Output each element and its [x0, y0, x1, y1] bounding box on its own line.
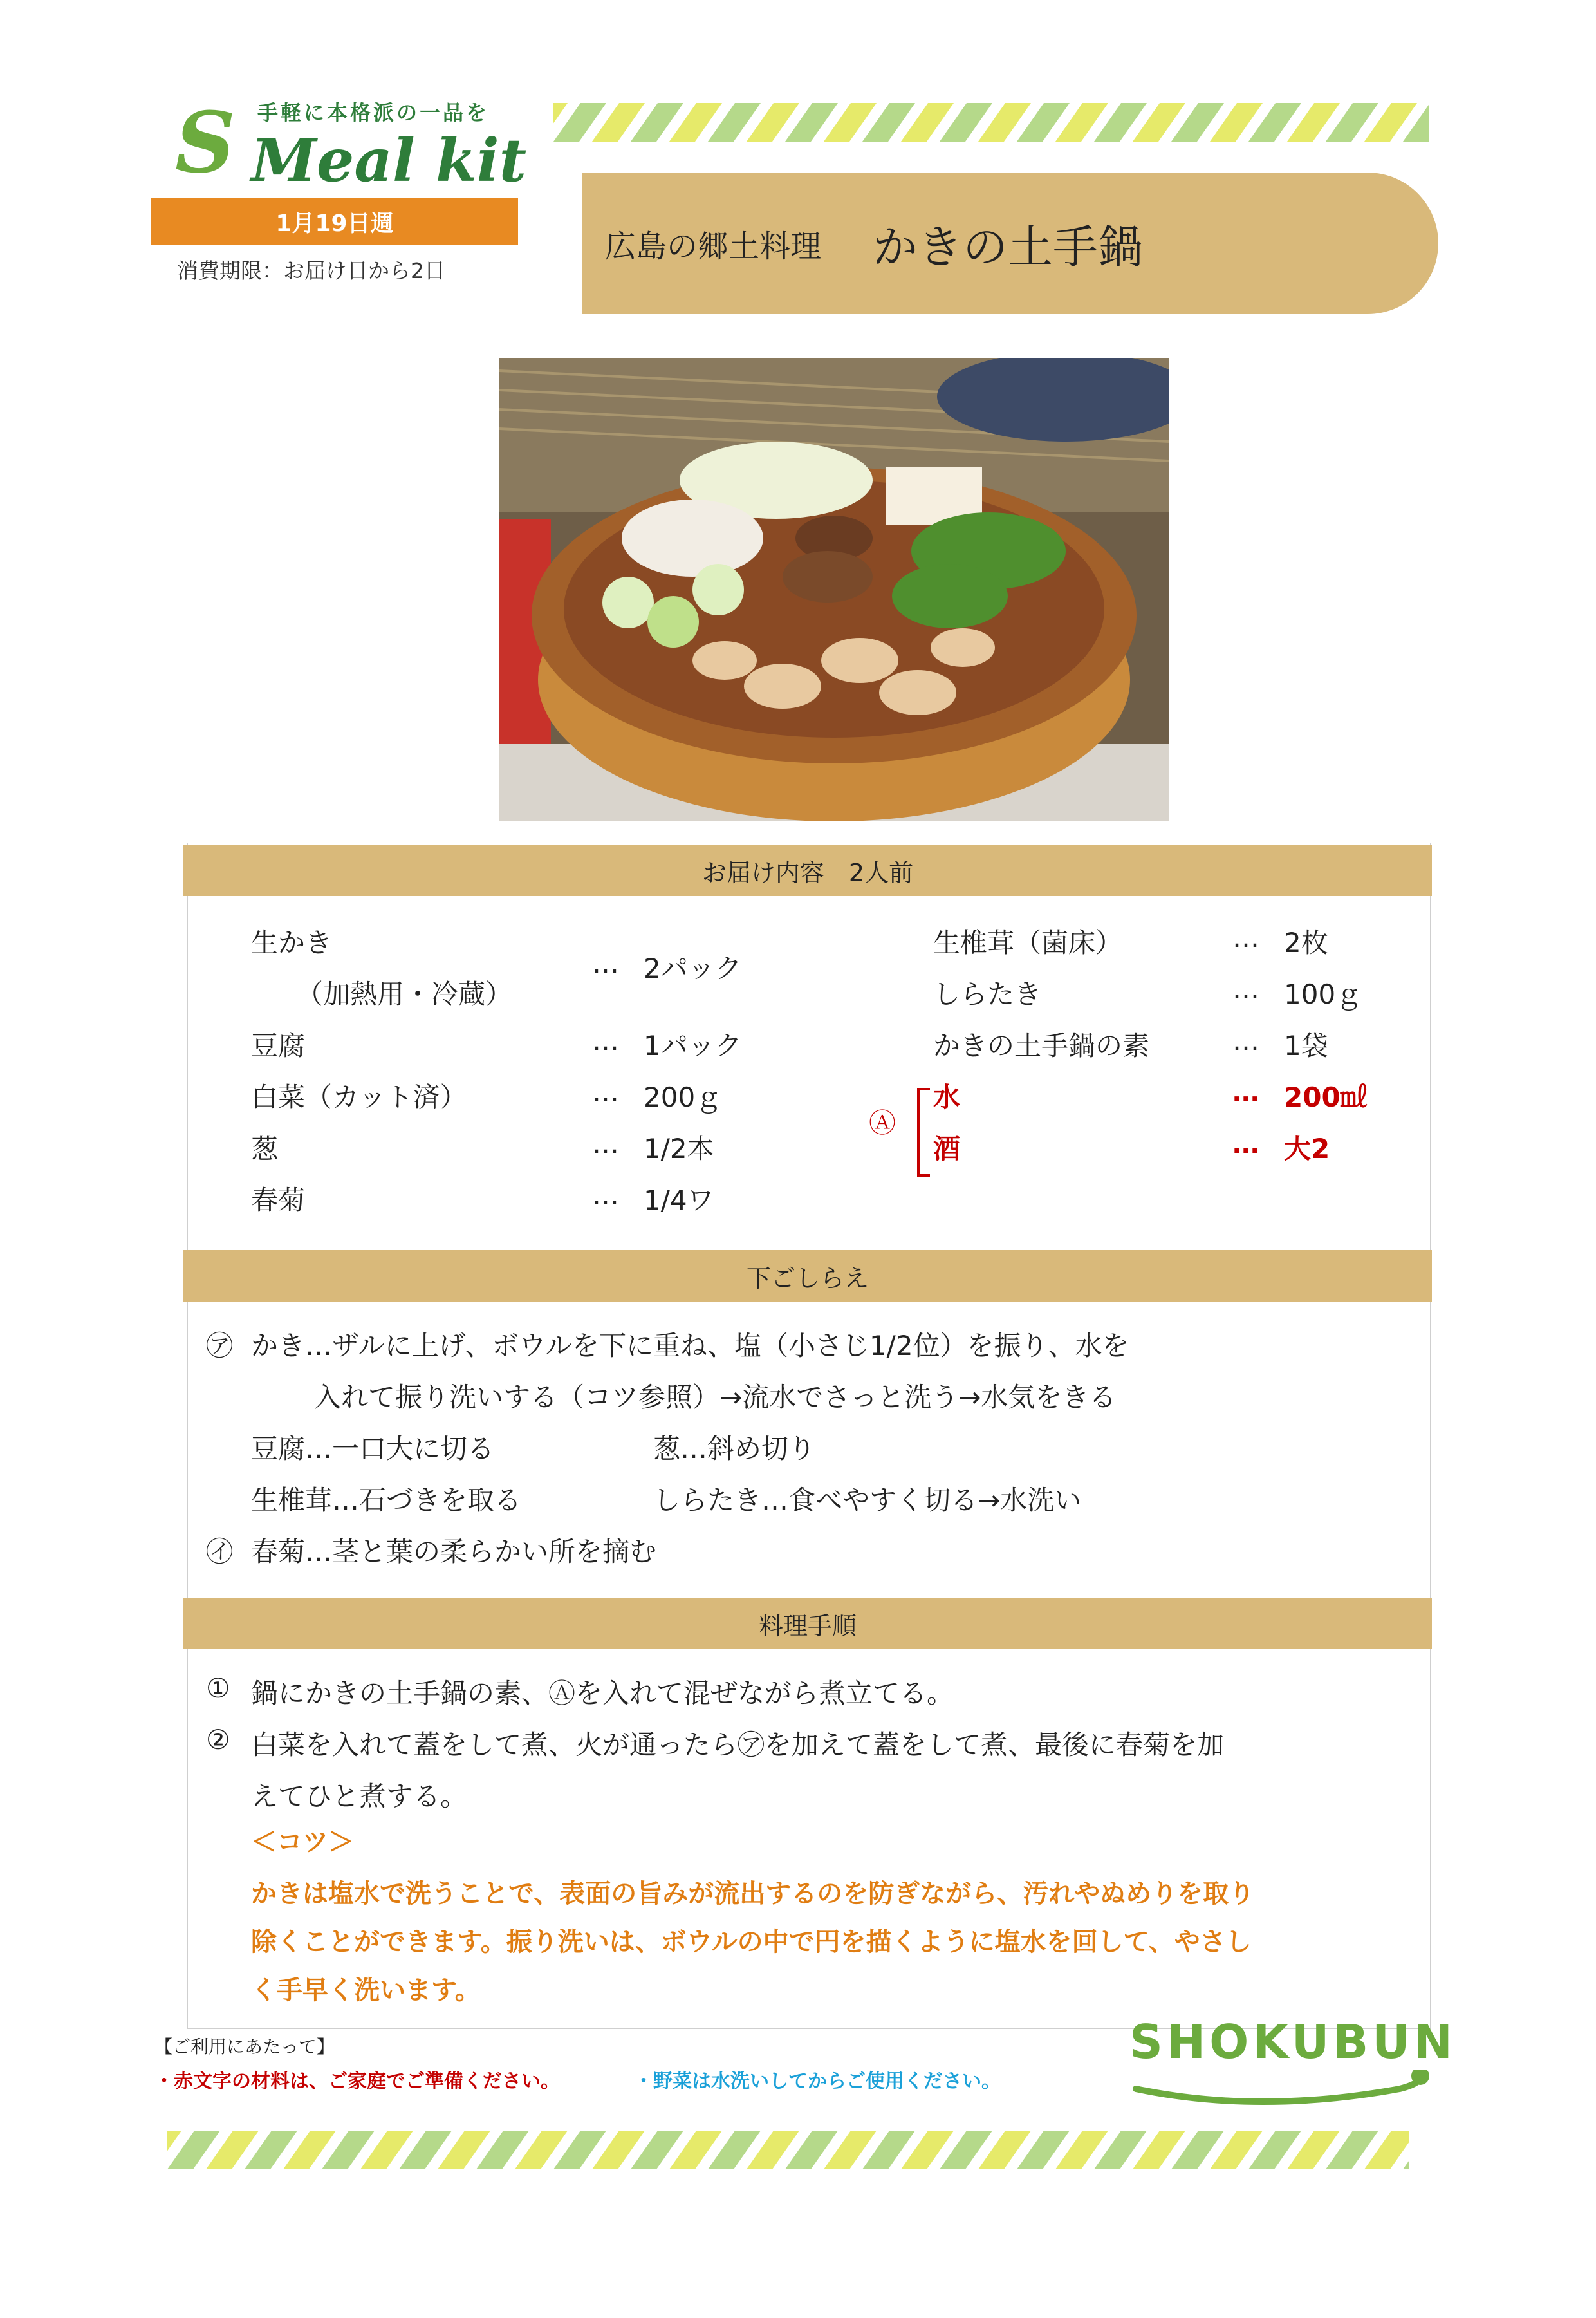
home-ingredient-qty: 大2: [1284, 1133, 1330, 1164]
prep-shirataki: しらたき…食べやすく切る→水洗い: [653, 1484, 1082, 1516]
home-group-bracket: [917, 1088, 930, 1177]
ingredient-qty: 1パック: [644, 1030, 742, 1061]
ingredient-name: 生椎茸（菌床）: [933, 927, 1123, 958]
ingredient-qty: 2枚: [1284, 927, 1328, 958]
week-badge: 1月19日週: [151, 198, 518, 245]
contents-heading: お届け内容 2人前: [183, 845, 1432, 896]
notes-red-text: ・赤文字の材料は、ご家庭でご準備ください。: [154, 2070, 560, 2093]
prep-oyster-line1: かき…ザルに上げ、ボウルを下に重ね、塩（小さじ1/2位）を振り、水を: [251, 1330, 1129, 1361]
ingredient-dots: …: [1232, 922, 1259, 953]
ingredient-name: 豆腐: [251, 1030, 306, 1061]
ingredient-qty: 2パック: [644, 953, 742, 984]
prep-shiitake: 生椎茸…石づきを取る: [251, 1484, 522, 1516]
notes-heading: 【ご利用にあたって】: [154, 2036, 335, 2057]
ingredient-dots: …: [592, 1179, 619, 1211]
dish-photo: [499, 358, 1169, 821]
brand-logo-text: SHOKUBUN: [1129, 2015, 1456, 2069]
ingredient-dots: …: [592, 1025, 619, 1056]
title-banner: [582, 173, 1438, 314]
home-ingredient-name: 水: [933, 1081, 961, 1113]
ingredient-name: しらたき: [933, 978, 1042, 1010]
ingredient-dots: …: [592, 948, 619, 979]
logo-brand: Meal kit: [251, 126, 527, 195]
prep-shungiku: 春菊…茎と葉の柔らかい所を摘む: [251, 1536, 657, 1567]
step-2-text: 白菜を入れて蓋をして煮、火が通ったら㋐を加えて蓋をして煮、最後に春菊を加: [251, 1729, 1225, 1761]
ingredient-dots: …: [1232, 973, 1259, 1005]
ingredient-dots: …: [592, 1128, 619, 1159]
ingredient-dots: …: [1232, 1025, 1259, 1056]
ingredient-qty: 200ｇ: [644, 1081, 723, 1113]
home-ingredient-dots: …: [1232, 1128, 1259, 1159]
prep-negi: 葱…斜め切り: [653, 1433, 816, 1464]
prep-heading: 下ごしらえ: [183, 1250, 1432, 1302]
step-1-text: 鍋にかきの土手鍋の素、Ⓐを入れて混ぜながら煮立てる。: [251, 1678, 954, 1709]
brand-swoosh: [1129, 2070, 1438, 2117]
ingredient-qty: 1/2本: [644, 1133, 714, 1164]
ingredient-name: 春菊: [251, 1184, 306, 1216]
step-2-text-cont: えてひと煮する。: [251, 1781, 468, 1812]
home-ingredient-qty: 200㎖: [1284, 1081, 1368, 1113]
expiry-text: 消費期限：お届け日から2日: [177, 258, 445, 283]
ingredient-note: （加熱用・冷蔵）: [296, 978, 513, 1010]
tip-line: く手早く洗います。: [251, 1976, 481, 2005]
steps-heading: 料理手順: [183, 1598, 1432, 1649]
ingredient-qty: 1/4ワ: [644, 1184, 714, 1216]
top-stripe-band: [553, 103, 1429, 142]
prep-oyster-line2: 入れて振り洗いする（コツ参照）→流水でさっと洗う→水気をきる: [314, 1381, 1117, 1413]
ingredient-name: 葱: [251, 1133, 279, 1164]
prep-mark-i: ㋑: [206, 1536, 234, 1567]
tip-line: 除くことができます。振り洗いは、ボウルの中で円を描くように塩水を回して、やさし: [251, 1927, 1252, 1957]
logo-tagline: 手軽に本格派の一品を: [257, 100, 490, 125]
step-number: ②: [206, 1724, 230, 1755]
home-ingredient-dots: …: [1232, 1076, 1259, 1108]
ingredient-qty: 1袋: [1284, 1030, 1328, 1061]
title-region: 広島の郷土料理: [605, 228, 822, 265]
ingredient-name: かきの土手鍋の素: [933, 1030, 1150, 1061]
ingredient-qty: 100ｇ: [1284, 978, 1363, 1010]
home-ingredient-name: 酒: [933, 1133, 961, 1164]
tip-heading: ＜コツ＞: [251, 1827, 354, 1857]
step-number: ①: [206, 1672, 230, 1704]
prep-mark-a: ㋐: [206, 1330, 234, 1361]
title-dish: かきの土手鍋: [873, 220, 1144, 274]
bottom-stripe-band: [167, 2131, 1409, 2169]
tip-line: かきは塩水で洗うことで、表面の旨みが流出するのを防ぎながら、汚れやぬめりを取り: [251, 1879, 1255, 1909]
logo-s-mark: S: [175, 93, 236, 192]
ingredient-name: 白菜（カット済）: [251, 1081, 467, 1113]
ingredient-dots: …: [592, 1076, 619, 1108]
prep-tofu: 豆腐…一口大に切る: [251, 1433, 495, 1464]
ingredient-name: 生かき: [251, 927, 333, 958]
home-group-mark: Ⓐ: [869, 1107, 896, 1139]
notes-blue-text: ・野菜は水洗いしてからご使用ください。: [634, 2070, 1001, 2093]
